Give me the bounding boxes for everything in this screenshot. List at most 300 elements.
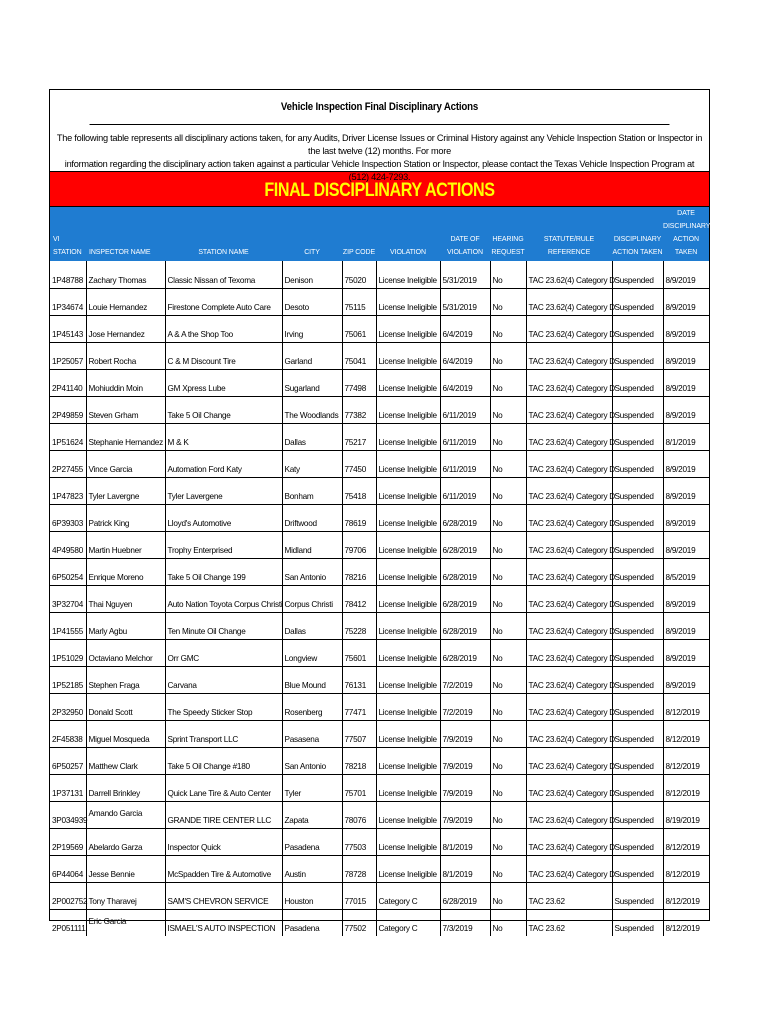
cell-action: Suspended <box>612 288 663 315</box>
cell-inspector: Eric Garcia <box>86 909 165 936</box>
cell-vi-station: 1P48788 <box>50 261 86 288</box>
cell-vi-station: 1P47823 <box>50 477 86 504</box>
cell-station: M & K <box>165 423 282 450</box>
cell-station: ISMAEL'S AUTO INSPECTION <box>165 909 282 936</box>
cell-date-violation: 5/31/2019 <box>440 288 490 315</box>
table-row <box>50 504 709 531</box>
cell-violation: License Ineligible <box>376 666 440 693</box>
cell-hearing: No <box>490 531 526 558</box>
table-row <box>50 612 709 639</box>
cell-date-violation: 7/9/2019 <box>440 774 490 801</box>
table-row <box>50 531 709 558</box>
cell-vi-station: 3P32704 <box>50 585 86 612</box>
cell-violation: License Ineligible <box>376 342 440 369</box>
cell-hearing: No <box>490 801 526 828</box>
cell-station: Trophy Enterprised <box>165 531 282 558</box>
cell-date-action: 8/5/2019 <box>663 558 709 585</box>
column-header-vi-station <box>50 207 86 261</box>
cell-station: GRANDE TIRE CENTER LLC <box>165 801 282 828</box>
cell-inspector: Stephen Fraga <box>86 666 165 693</box>
cell-date-violation: 6/28/2019 <box>440 531 490 558</box>
cell-date-action: 8/9/2019 <box>663 288 709 315</box>
cell-vi-station: 2P41140 <box>50 369 86 396</box>
cell-zip: 75061 <box>342 315 376 342</box>
table-row <box>50 747 709 774</box>
cell-city: Garland <box>282 342 342 369</box>
cell-date-action: 8/12/2019 <box>665 924 700 933</box>
cell-date-violation: 6/11/2019 <box>440 450 490 477</box>
cell-date-action: 8/19/2019 <box>663 801 709 828</box>
cell-date-action: 8/12/2019 <box>663 828 709 855</box>
cell-city: Zapata <box>282 801 342 828</box>
column-header-inspector <box>86 207 165 261</box>
column-header-action <box>612 207 663 261</box>
cell-vi-station: 2P002752 <box>50 882 86 909</box>
cell-zip: 77471 <box>342 693 376 720</box>
cell-city: Denison <box>282 261 342 288</box>
cell-hearing: No <box>490 747 526 774</box>
column-header-line: DATE <box>677 210 695 217</box>
table-row <box>50 828 709 855</box>
cell-statute: TAC 23.62(4) Category D <box>526 720 612 747</box>
cell-date-action: 8/9/2019 <box>663 639 709 666</box>
cell-hearing: No <box>490 504 526 531</box>
cell-inspector: Tony Tharavej <box>86 882 165 909</box>
cell-violation: License Ineligible <box>376 639 440 666</box>
cell-station: Ten Minute Oil Change <box>165 612 282 639</box>
cell-hearing: No <box>490 396 526 423</box>
cell-city: Katy <box>282 450 342 477</box>
table-row <box>50 261 709 288</box>
cell-station: Tyler Lavergene <box>165 477 282 504</box>
cell-vi-station: 1P37131 <box>50 774 86 801</box>
cell-zip: 78619 <box>342 504 376 531</box>
cell-violation: License Ineligible <box>376 477 440 504</box>
cell-inspector: Miguel Mosqueda <box>86 720 165 747</box>
report-title: Vehicle Inspection Final Disciplinary Actions <box>90 90 670 125</box>
table-row <box>50 909 709 936</box>
cell-city: Desoto <box>282 288 342 315</box>
cell-date-violation: 6/11/2019 <box>440 477 490 504</box>
cell-date-action: 8/9/2019 <box>663 315 709 342</box>
cell-statute: TAC 23.62(4) Category D <box>526 261 612 288</box>
cell-date-violation: 6/28/2019 <box>440 558 490 585</box>
column-header-line: HEARING <box>492 236 524 243</box>
cell-vi-station: 2P27455 <box>50 450 86 477</box>
table-row <box>50 558 709 585</box>
cell-inspector: Jesse Bennie <box>86 855 165 882</box>
table-row <box>50 639 709 666</box>
disciplinary-report <box>49 89 711 933</box>
cell-city: Longview <box>282 639 342 666</box>
table-row <box>50 585 709 612</box>
cell-statute: TAC 23.62(4) Category D <box>526 666 612 693</box>
cell-inspector: Donald Scott <box>86 693 165 720</box>
cell-hearing: No <box>490 612 526 639</box>
cell-city: San Antonio <box>282 558 342 585</box>
cell-hearing: No <box>490 477 526 504</box>
cell-vi-station: 6P44064 <box>50 855 86 882</box>
disciplinary-actions-table <box>50 207 709 936</box>
cell-action: Suspended <box>612 639 663 666</box>
cell-city: The Woodlands <box>282 396 342 423</box>
cell-action: Suspended <box>612 666 663 693</box>
cell-city: Driftwood <box>282 504 342 531</box>
cell-hearing: No <box>490 855 526 882</box>
cell-statute: TAC 23.62(4) Category D <box>526 801 612 828</box>
cell-vi-station: 1P51029 <box>50 639 86 666</box>
cell-statute: TAC 23.62(4) Category D <box>526 504 612 531</box>
cell-action: Suspended <box>612 720 663 747</box>
table-row <box>50 288 709 315</box>
cell-zip: 75041 <box>342 342 376 369</box>
cell-statute: TAC 23.62(4) Category D <box>526 531 612 558</box>
cell-inspector: Martin Huebner <box>86 531 165 558</box>
cell-violation: License Ineligible <box>376 747 440 774</box>
cell-station: Carvana <box>165 666 282 693</box>
cell-violation: License Ineligible <box>376 396 440 423</box>
cell-inspector: Jose Hernandez <box>86 315 165 342</box>
cell-vi-station: 6P50254 <box>50 558 86 585</box>
cell-zip: 77507 <box>342 720 376 747</box>
cell-action: Suspended <box>612 585 663 612</box>
cell-zip: 75418 <box>342 477 376 504</box>
cell-zip: 75601 <box>342 639 376 666</box>
cell-date-violation: 6/28/2019 <box>440 585 490 612</box>
cell-violation: Category C <box>376 882 440 909</box>
cell-inspector: Vince Garcia <box>86 450 165 477</box>
column-header-statute <box>526 207 612 261</box>
banner-text: FINAL DISCIPLINARY ACTIONS <box>264 180 495 201</box>
cell-city: Irving <box>282 315 342 342</box>
cell-city: Tyler <box>282 774 342 801</box>
cell-vi-station: 6P39303 <box>50 504 86 531</box>
cell-zip: 78412 <box>342 585 376 612</box>
cell-inspector: Thai Nguyen <box>86 585 165 612</box>
cell-vi-station: 2F45838 <box>50 720 86 747</box>
cell-date-action: 8/9/2019 <box>663 531 709 558</box>
cell-station: Sprint Transport LLC <box>165 720 282 747</box>
cell-inspector: Mohiuddin Moin <box>86 369 165 396</box>
cell-date-violation: 7/2/2019 <box>440 693 490 720</box>
cell-hearing: No <box>490 585 526 612</box>
table-row <box>50 801 709 828</box>
cell-zip: 77450 <box>342 450 376 477</box>
cell-hearing: No <box>490 450 526 477</box>
cell-date-action: 8/9/2019 <box>663 585 709 612</box>
banner-heading <box>50 171 709 207</box>
column-header-line: VIOLATION <box>447 249 483 256</box>
cell-action: Suspended <box>612 450 663 477</box>
cell-zip: 77503 <box>342 828 376 855</box>
cell-city: San Antonio <box>282 747 342 774</box>
cell-station: Classic Nissan of Texoma <box>165 261 282 288</box>
column-header-line: ACTION TAKEN <box>673 236 699 256</box>
cell-statute: TAC 23.62(4) Category D <box>526 747 612 774</box>
cell-statute: TAC 23.62(4) Category D <box>526 288 612 315</box>
cell-inspector: Patrick King <box>86 504 165 531</box>
cell-zip: 79706 <box>342 531 376 558</box>
cell-action: Suspended <box>612 504 663 531</box>
cell-violation: Category C <box>376 909 440 936</box>
column-header-date-violation <box>440 207 490 261</box>
cell-station: Auto Nation Toyota Corpus Christi <box>165 585 282 612</box>
cell-statute: TAC 23.62(4) Category D <box>526 855 612 882</box>
cell-inspector: Zachary Thomas <box>86 261 165 288</box>
cell-hearing: No <box>490 693 526 720</box>
cell-action: Suspended <box>612 747 663 774</box>
cell-date-action: 8/9/2019 <box>663 396 709 423</box>
cell-violation: License Ineligible <box>376 612 440 639</box>
table-row <box>50 666 709 693</box>
cell-date-violation: 6/28/2019 <box>440 612 490 639</box>
cell-station: GM Xpress Lube <box>165 369 282 396</box>
cell-action: Suspended <box>612 369 663 396</box>
cell-station: Orr GMC <box>165 639 282 666</box>
cell-station: The Speedy Sticker Stop <box>165 693 282 720</box>
intro-line-1: The following table represents all disciplinary actions taken, for any Audits, Driver License Issues or Criminal History against any Vehicle Inspection Station or Inspector in the last twelve (12) months. For more <box>56 133 703 156</box>
column-header-station <box>165 207 282 261</box>
cell-station: Take 5 Oil Change #180 <box>165 747 282 774</box>
cell-vi-station: 2P19569 <box>50 828 86 855</box>
cell-action: Suspended <box>612 531 663 558</box>
cell-violation: License Ineligible <box>376 288 440 315</box>
cell-violation: License Ineligible <box>376 720 440 747</box>
cell-statute: TAC 23.62(4) Category D <box>526 693 612 720</box>
intro-line-2: information regarding the disciplinary action taken against a particular Vehicle Inspection Station or Inspector, please contact the Texas Vehicle Inspection Program at <box>64 159 695 169</box>
cell-station: Firestone Complete Auto Care <box>165 288 282 315</box>
cell-date-action: 8/12/2019 <box>663 855 709 882</box>
column-header-line: VI STATION <box>53 236 82 256</box>
cell-city: Sugarland <box>282 369 342 396</box>
cell-vi-station: 1P34674 <box>50 288 86 315</box>
cell-violation: License Ineligible <box>376 855 440 882</box>
cell-inspector: Tyler Lavergne <box>86 477 165 504</box>
cell-statute: TAC 23.62(4) Category D <box>526 396 612 423</box>
cell-statute: TAC 23.62 <box>526 909 612 936</box>
column-header-city <box>282 207 342 261</box>
cell-inspector: Robert Rocha <box>86 342 165 369</box>
cell-hearing: No <box>490 315 526 342</box>
cell-statute: TAC 23.62(4) Category D <box>526 369 612 396</box>
cell-date-action: 8/9/2019 <box>663 612 709 639</box>
cell-date-action: 8/12/2019 <box>663 747 709 774</box>
cell-date-action: 8/1/2019 <box>663 423 709 450</box>
cell-date-violation: 7/9/2019 <box>440 747 490 774</box>
cell-statute: TAC 23.62(4) Category D <box>526 639 612 666</box>
cell-vi-station: 1P51624 <box>50 423 86 450</box>
cell-zip: 77015 <box>342 882 376 909</box>
cell-zip: 78076 <box>342 801 376 828</box>
cell-action: Suspended <box>612 855 663 882</box>
cell-zip: 78728 <box>342 855 376 882</box>
cell-vi-station: 2P32950 <box>50 693 86 720</box>
cell-date-violation: 8/1/2019 <box>440 828 490 855</box>
cell-date-action: 8/9/2019 <box>663 369 709 396</box>
cell-station: Lloyd's Automotive <box>165 504 282 531</box>
table-row <box>50 774 709 801</box>
cell-hearing: No <box>490 666 526 693</box>
cell-date-action: 8/9/2019 <box>663 450 709 477</box>
table-row <box>50 720 709 747</box>
cell-city: Austin <box>282 855 342 882</box>
cell-hearing: No <box>490 828 526 855</box>
cell-date-action: 8/9/2019 <box>663 477 709 504</box>
cell-vi-station: 1P41555 <box>50 612 86 639</box>
cell-date-violation: 6/4/2019 <box>440 315 490 342</box>
cell-city: Corpus Christi <box>282 585 342 612</box>
cell-action: Suspended <box>612 396 663 423</box>
cell-action: Suspended <box>612 558 663 585</box>
cell-date-violation: 5/31/2019 <box>440 261 490 288</box>
cell-zip: 76131 <box>342 666 376 693</box>
cell-hearing: No <box>490 423 526 450</box>
table-header-row <box>50 207 709 261</box>
cell-date-action: 8/9/2019 <box>663 342 709 369</box>
cell-inspector: Octaviano Melchor <box>86 639 165 666</box>
cell-date-violation: 8/1/2019 <box>440 855 490 882</box>
table-row <box>50 855 709 882</box>
cell-statute: TAC 23.62(4) Category D <box>526 828 612 855</box>
cell-action: Suspended <box>612 882 663 909</box>
table-row <box>50 693 709 720</box>
column-header-hearing <box>490 207 526 261</box>
column-header-line: ACTION TAKEN <box>612 249 663 256</box>
cell-statute: TAC 23.62 <box>526 882 612 909</box>
cell-zip: 77498 <box>342 369 376 396</box>
cell-vi-station: 2P49859 <box>50 396 86 423</box>
cell-statute: TAC 23.62(4) Category D <box>526 450 612 477</box>
column-header-line: VIOLATION <box>390 249 426 256</box>
cell-date-violation: 6/11/2019 <box>440 423 490 450</box>
cell-inspector: Abelardo Garza <box>86 828 165 855</box>
cell-date-violation: 6/11/2019 <box>440 396 490 423</box>
cell-date-action: 8/12/2019 <box>663 882 709 909</box>
table-row <box>50 423 709 450</box>
cell-vi-station: 2P051111 <box>50 909 86 936</box>
cell-date-action: 8/12/2019 <box>663 774 709 801</box>
cell-date-violation: 7/9/2019 <box>440 720 490 747</box>
cell-date-violation: 6/28/2019 <box>440 639 490 666</box>
cell-violation: License Ineligible <box>376 774 440 801</box>
cell-zip: 77502 <box>342 909 376 936</box>
cell-inspector: Enrique Moreno <box>86 558 165 585</box>
cell-hearing: No <box>490 774 526 801</box>
cell-violation: License Ineligible <box>376 828 440 855</box>
table-row <box>50 315 709 342</box>
cell-violation: License Ineligible <box>376 531 440 558</box>
cell-statute: TAC 23.62(4) Category D <box>526 423 612 450</box>
cell-violation: License Ineligible <box>376 801 440 828</box>
cell-date-action: 8/9/2019 <box>663 666 709 693</box>
table-row <box>50 342 709 369</box>
cell-statute: TAC 23.62(4) Category D <box>526 477 612 504</box>
cell-statute: TAC 23.62(4) Category D <box>526 612 612 639</box>
table-row <box>50 369 709 396</box>
cell-station: Take 5 Oil Change <box>165 396 282 423</box>
cell-hearing: No <box>490 342 526 369</box>
cell-statute: TAC 23.62(4) Category D <box>526 558 612 585</box>
cell-action: Suspended <box>612 477 663 504</box>
cell-date-violation: 6/28/2019 <box>440 882 490 909</box>
cell-violation: License Ineligible <box>376 693 440 720</box>
column-header-line: CITY <box>304 249 320 256</box>
column-header-line: STATUTE/RULE REFERENCE <box>543 236 595 256</box>
cell-action: Suspended <box>612 423 663 450</box>
table-row <box>50 882 709 909</box>
cell-city: Pasadena <box>282 828 342 855</box>
cell-inspector: Louie Hernandez <box>86 288 165 315</box>
cell-hearing: No <box>490 639 526 666</box>
cell-date-action: 8/9/2019 <box>663 261 709 288</box>
cell-statute: TAC 23.62(4) Category D <box>526 774 612 801</box>
cell-inspector: Marly Agbu <box>86 612 165 639</box>
cell-violation: License Ineligible <box>376 450 440 477</box>
column-header-violation <box>376 207 440 261</box>
cell-hearing: No <box>490 909 526 936</box>
cell-date-action: 8/12/2019 <box>663 693 709 720</box>
cell-date-violation: 7/2/2019 <box>440 666 490 693</box>
cell-violation: License Ineligible <box>376 504 440 531</box>
table-row <box>50 396 709 423</box>
cell-date-action: 8/12/2019 <box>663 720 709 747</box>
cell-action: Suspended <box>612 315 663 342</box>
cell-violation: License Ineligible <box>376 369 440 396</box>
cell-zip: 75115 <box>342 288 376 315</box>
cell-vi-station: 6P50257 <box>50 747 86 774</box>
cell-zip: 75020 <box>342 261 376 288</box>
cell-city: Pasasena <box>282 720 342 747</box>
cell-vi-station: 1P45143 <box>50 315 86 342</box>
cell-hearing: No <box>490 720 526 747</box>
cell-statute: TAC 23.62(4) Category D <box>526 315 612 342</box>
cell-action: Suspended <box>612 342 663 369</box>
cell-action: Suspended <box>612 261 663 288</box>
cell-station: Take 5 Oil Change 199 <box>165 558 282 585</box>
cell-violation: License Ineligible <box>376 558 440 585</box>
column-header-line: STATION NAME <box>198 249 249 256</box>
cell-action: Suspended <box>612 801 663 828</box>
cell-action: Suspended <box>612 612 663 639</box>
cell-statute: TAC 23.62(4) Category D <box>526 585 612 612</box>
cell-city: Houston <box>282 882 342 909</box>
cell-hearing: No <box>490 261 526 288</box>
cell-hearing: No <box>490 882 526 909</box>
cell-hearing: No <box>490 288 526 315</box>
cell-date-violation: 6/28/2019 <box>440 504 490 531</box>
cell-city: Rosenberg <box>282 693 342 720</box>
cell-station: Quick Lane Tire & Auto Center <box>165 774 282 801</box>
column-header-line: INSPECTOR NAME <box>89 249 151 256</box>
column-header-zip <box>342 207 376 261</box>
column-header-line: ZIP CODE <box>342 249 376 256</box>
cell-city: Pasadena <box>282 909 342 936</box>
cell-action: Suspended <box>612 774 663 801</box>
cell-inspector: Matthew Clark <box>86 747 165 774</box>
cell-zip: 78218 <box>342 747 376 774</box>
cell-city: Dallas <box>282 423 342 450</box>
cell-action: Suspended <box>612 909 663 936</box>
cell-station: Automation Ford Katy <box>165 450 282 477</box>
cell-inspector: Darrell Brinkley <box>86 774 165 801</box>
cell-inspector: Steven Grham <box>86 396 165 423</box>
cell-date-violation: 6/4/2019 <box>440 369 490 396</box>
cell-station: A & A the Shop Too <box>165 315 282 342</box>
cell-zip: 78216 <box>342 558 376 585</box>
cell-action: Suspended <box>612 693 663 720</box>
cell-statute: TAC 23.62(4) Category D <box>526 342 612 369</box>
cell-date-violation: 6/4/2019 <box>440 342 490 369</box>
